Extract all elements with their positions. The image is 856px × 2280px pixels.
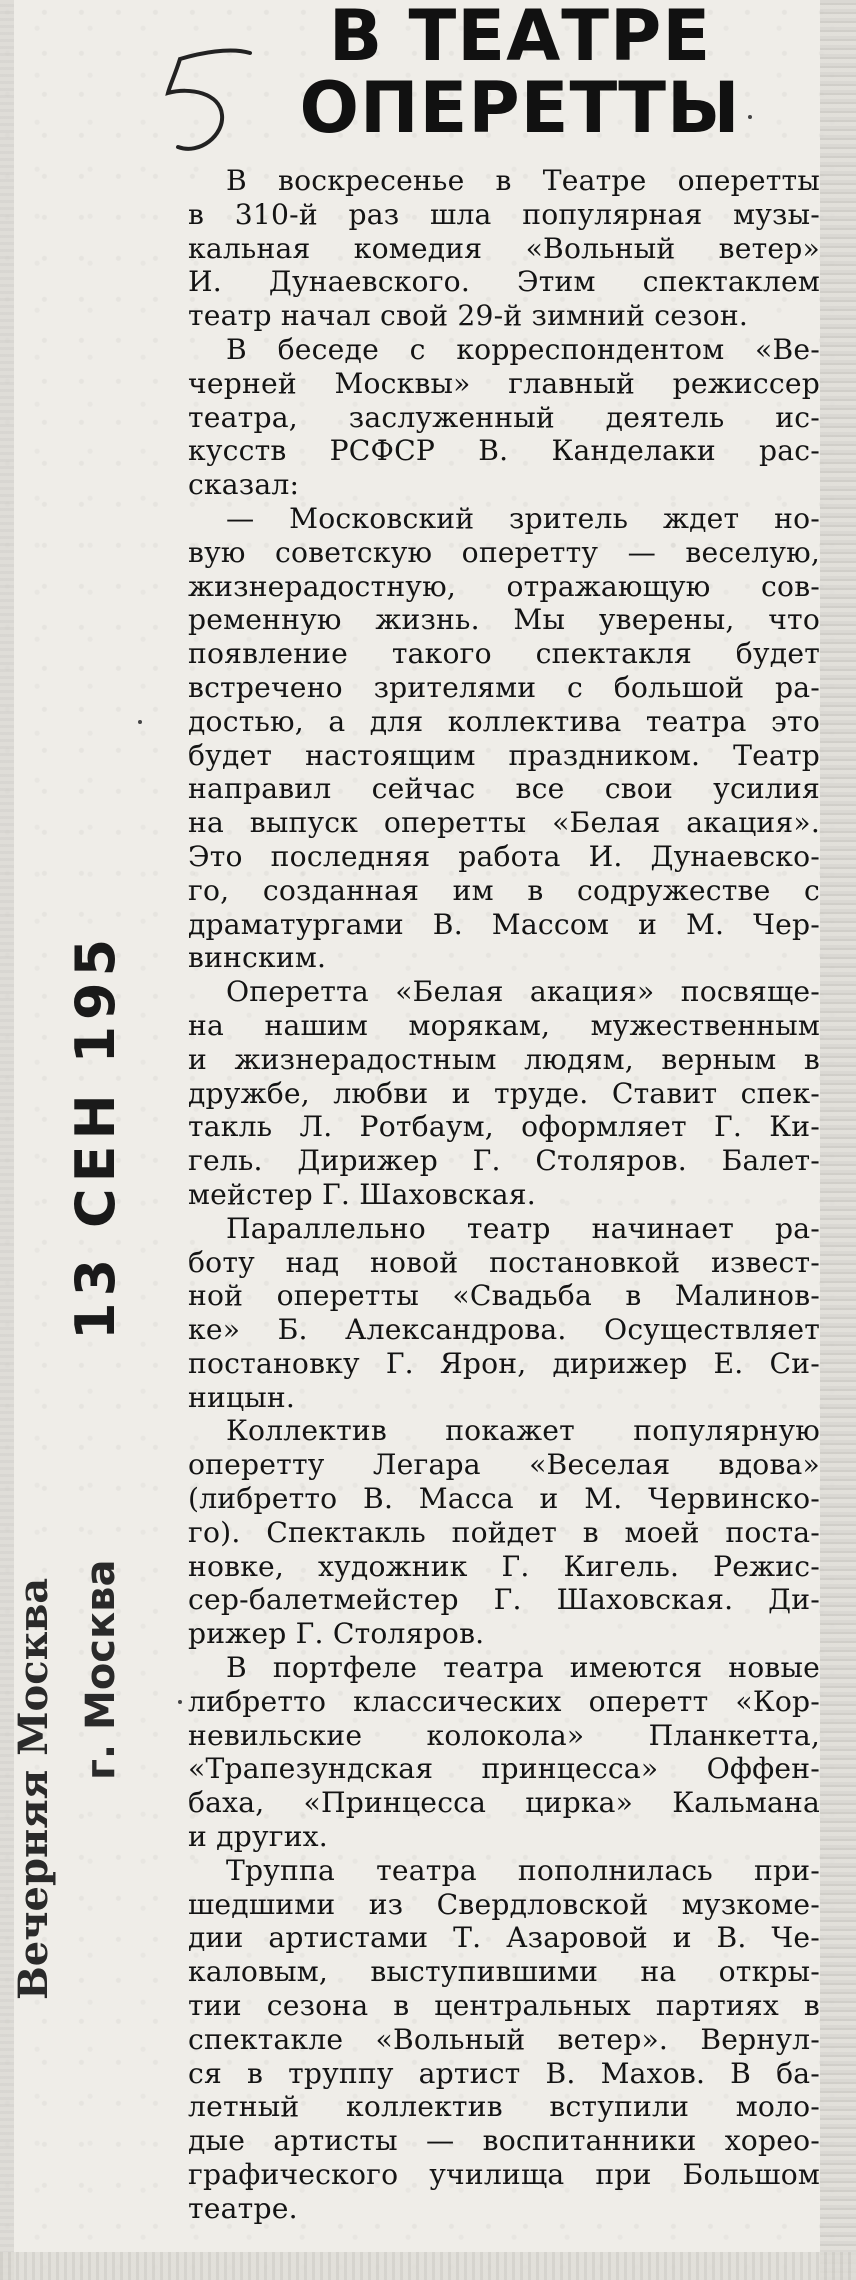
- article-line: В воскресенье в Театре оперетты: [226, 164, 820, 197]
- scan-edge-right: [820, 0, 856, 2280]
- article-line: Оперетта «Белая акация» посвяще-: [226, 975, 820, 1009]
- article-line: рижер Г. Столяров.: [188, 1617, 485, 1651]
- article-line: ной оперетты «Свадьба в Малинов-: [188, 1279, 820, 1313]
- scan-edge-bottom: [0, 2252, 856, 2280]
- article-line: графического училища при Большом: [188, 2158, 820, 2192]
- article-line: «Трапезундская принцесса» Оффен-: [188, 1752, 820, 1786]
- article-line: такль Л. Ротбаум, оформляет Г. Ки-: [188, 1110, 820, 1144]
- article-body: [188, 164, 820, 2226]
- article-line: летный коллектив вступили моло-: [188, 2090, 820, 2124]
- article-line: ке» Б. Александрова. Осуществляет: [188, 1313, 820, 1347]
- article-line: сказал:: [188, 468, 300, 502]
- article-line: спектакле «Вольный ветер». Вернул-: [188, 2022, 820, 2056]
- article-line: направил сейчас все свои усилия: [188, 772, 820, 806]
- article-line: невильские колокола» Планкетта,: [188, 1718, 820, 1752]
- article-line: оперетту Легара «Веселая вдова»: [188, 1448, 820, 1482]
- article-line: жизнерадостную, отражающую сов-: [188, 569, 820, 603]
- stamp-date: 13 СЕН 195: [64, 932, 127, 1340]
- article-line: вую советскую оперетту — веселую,: [188, 535, 820, 569]
- speck: [748, 115, 752, 119]
- article-line: И. Дунаевского. Этим спектаклем: [188, 265, 820, 299]
- article-line: ременную жизнь. Мы уверены, что: [188, 603, 820, 637]
- article-line: мейстер Г. Шаховская.: [188, 1177, 536, 1211]
- article-line: театр начал свой 29-й зимний сезон.: [188, 299, 749, 333]
- article-line: театра, заслуженный деятель ис-: [188, 400, 820, 434]
- article-line: драматургами В. Массом и М. Чер-: [188, 907, 820, 941]
- article-line: будет настоящим праздником. Театр: [188, 738, 820, 772]
- article-line: Это последняя работа И. Дунаевско-: [188, 839, 820, 873]
- article-line: ся в труппу артист В. Махов. В ба-: [188, 2056, 820, 2090]
- article-line: и других.: [188, 1820, 328, 1854]
- article-line: театре.: [188, 2191, 298, 2225]
- article-line: го). Спектакль пойдет в моей поста-: [188, 1515, 820, 1549]
- article-line: баха, «Принцесса цирка» Кальмана: [188, 1786, 820, 1820]
- stamp-newspaper-name: Вечерняя Москва: [10, 1577, 57, 2000]
- article-line: и жизнерадостным людям, верным в: [188, 1042, 820, 1076]
- speck: [178, 1700, 182, 1704]
- article-line: каловым, выступившими на откры-: [188, 1955, 820, 1989]
- article-line: достью, а для коллектива театра это: [188, 704, 820, 738]
- article-line: Труппа театра пополнилась при-: [226, 1853, 820, 1887]
- article-line: тии сезона в центральных партиях в: [188, 1989, 820, 2023]
- article-line: сер-балетмейстер Г. Шаховская. Ди-: [188, 1583, 820, 1617]
- article-line: новке, художник Г. Кигель. Режис-: [188, 1549, 820, 1583]
- article-line: гель. Дирижер Г. Столяров. Балет-: [188, 1144, 820, 1178]
- article-line: В портфеле театра имеются новые: [226, 1651, 820, 1685]
- article-line: встречено зрителями с большой ра-: [188, 670, 820, 704]
- article-line: кальная комедия «Вольный ветер»: [188, 231, 820, 265]
- article-line: на выпуск оперетты «Белая акация».: [188, 806, 820, 840]
- article-line: на нашим морякам, мужественным: [188, 1008, 820, 1042]
- article-line: дые артисты — воспитанники хорео-: [188, 2124, 820, 2158]
- article-line: в 310-й раз шла популярная музы-: [188, 197, 820, 231]
- article-line: появление такого спектакля будет: [188, 637, 820, 671]
- article-line: дружбе, любви и труде. Ставит спек-: [188, 1076, 820, 1110]
- article-line: дии артистами Т. Азаровой и В. Че-: [188, 1921, 820, 1955]
- article-line: кусств РСФСР В. Канделаки рас-: [188, 434, 820, 468]
- article-line: — Московский зритель ждет но-: [226, 501, 820, 535]
- article-line: Параллельно театр начинает ра-: [226, 1211, 820, 1245]
- headline-line-2: ОПЕРЕТТЫ: [299, 67, 741, 149]
- article-line: В беседе с корреспондентом «Ве-: [226, 332, 820, 366]
- article-line: постановку Г. Ярон, дирижер Е. Си-: [188, 1346, 820, 1380]
- article-line: боту над новой постановкой извест-: [188, 1245, 820, 1279]
- article-line: шедшими из Свердловской музкоме-: [188, 1887, 820, 1921]
- article-line: черней Москвы» главный режиссер: [188, 366, 820, 400]
- article-line: Коллектив покажет популярную: [226, 1414, 820, 1448]
- article-line: го, созданная им в содружестве с: [188, 873, 820, 907]
- stamp-city: г. Москва: [78, 1559, 124, 1780]
- handwritten-number-five: [150, 35, 270, 165]
- article-line: (либретто В. Масса и М. Червинско-: [188, 1482, 820, 1516]
- article-line: винским.: [188, 941, 327, 975]
- article-line: либретто классических оперетт «Кор-: [188, 1684, 820, 1718]
- speck: [138, 720, 142, 724]
- headline-line-1: В ТЕАТРЕ: [328, 0, 712, 77]
- article-line: ницын.: [188, 1380, 296, 1414]
